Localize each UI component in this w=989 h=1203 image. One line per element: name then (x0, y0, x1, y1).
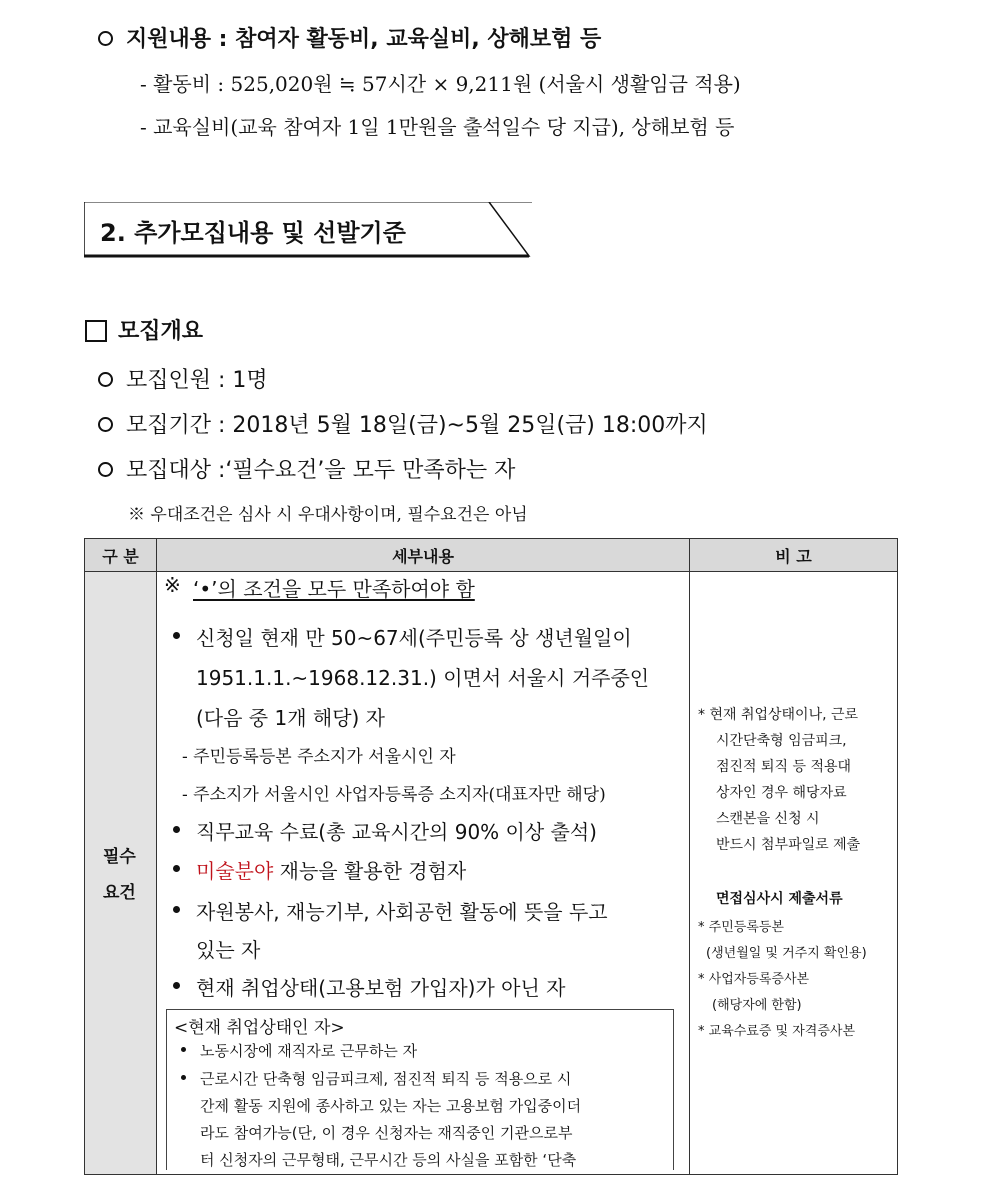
docs-item1: * 주민등록등본 (698, 920, 784, 935)
requirement-sub-business: - 주소지가 서울시인 사업자등록증 소지자(대표자만 해당) (182, 785, 606, 805)
intro-mark: ※ (164, 573, 181, 597)
circle-bullet-icon (98, 31, 113, 46)
employment-note-b2-line2: 간제 활동 지원에 종사하고 있는 자는 고용보험 가입중이더 (200, 1097, 582, 1115)
support-education-cost: - 교육실비(교육 참여자 1일 1만원을 출석일수 당 지급), 상해보험 등 (140, 115, 735, 139)
employment-note-title: <현재 취업상태인 자> (174, 1018, 345, 1038)
circle-bullet-icon (98, 462, 113, 477)
employment-note-b1: 노동시장에 재직자로 근무하는 자 (200, 1042, 418, 1060)
requirement-age-line1: 신청일 현재 만 50~67세(주민등록 상 생년월일이 (196, 626, 632, 650)
docs-item3: * 교육수료증 및 자격증사본 (698, 1024, 856, 1039)
overview-headcount: 모집인원 : 1명 (126, 368, 268, 393)
requirement-art-field: 미술분야 (196, 859, 274, 883)
remarks-cell (690, 572, 898, 1175)
bullet-dot-icon (173, 865, 180, 872)
category-cell (85, 572, 157, 1175)
remark-line3: 점진적 퇴직 등 적용대 (716, 759, 852, 775)
requirement-training: 직무교육 수료(총 교육시간의 90% 이상 출석) (196, 820, 597, 844)
remark-line2: 시간단축형 임금피크, (716, 733, 847, 749)
docs-item1-note: (생년월일 및 거주지 확인용) (706, 946, 867, 961)
intro-condition: ‘•’의 조건을 모두 만족하여야 함 (193, 577, 475, 601)
bullet-dot-icon (173, 632, 180, 639)
requirement-art (196, 855, 466, 884)
docs-item2-note: (해당자에 한함) (712, 998, 802, 1013)
requirement-volunteer-line1: 자원봉사, 재능기부, 사회공헌 활동에 뜻을 두고 (196, 900, 608, 924)
header-category: 구 분 (85, 539, 157, 572)
category-label-line2: 요건 (103, 883, 136, 903)
bullet-dot-icon (173, 826, 180, 833)
remark-line6: 반드시 첨부파일로 제출 (716, 837, 861, 853)
employment-note-b2-line4: 터 신청자의 근무형태, 근무시간 등의 사실을 포함한 ‘단축 (200, 1151, 577, 1169)
requirement-art-rest: 재능을 활용한 경험자 (273, 859, 467, 883)
requirement-volunteer-line2: 있는 자 (196, 938, 261, 962)
bullet-dot-icon (173, 982, 180, 989)
docs-item2: * 사업자등록증사본 (698, 972, 810, 987)
employment-note-b2-line1: 근로시간 단축형 임금피크제, 점진적 퇴직 등 적용으로 시 (200, 1070, 572, 1088)
small-bullet-icon (181, 1075, 186, 1080)
section-title: 2. 추가모집내용 및 선발기준 (100, 219, 406, 247)
requirement-age-line2: 1951.1.1.~1968.12.31.) 이면서 서울시 거주중인 (196, 666, 650, 690)
remark-line1: * 현재 취업상태이나, 근로 (698, 707, 859, 723)
category-label-line1: 필수 (103, 847, 136, 867)
overview-heading: 모집개요 (118, 319, 204, 344)
requirement-unemployed: 현재 취업상태(고용보험 가입자)가 아닌 자 (196, 976, 566, 1000)
support-activity-fee: - 활동비 : 525,020원 ≒ 57시간 × 9,211원 (서울시 생활임금 적용) (140, 72, 741, 96)
overview-note: ※ 우대조건은 심사 시 우대사항이며, 필수요건은 아님 (128, 505, 528, 525)
header-details: 세부내용 (157, 539, 690, 572)
requirement-age-line3: (다음 중 1개 해당) 자 (196, 706, 385, 730)
docs-title: 면접심사시 제출서류 (716, 891, 843, 907)
circle-bullet-icon (98, 417, 113, 432)
employment-note-b2-line3: 라도 참여가능(단, 이 경우 신청자는 재직중인 기관으로부 (200, 1124, 573, 1142)
support-title: 지원내용 : 참여자 활동비, 교육실비, 상해보험 등 (126, 27, 602, 52)
circle-bullet-icon (98, 372, 113, 387)
requirement-sub-resident: - 주민등록등본 주소지가 서울시인 자 (182, 747, 456, 767)
bullet-dot-icon (173, 906, 180, 913)
remark-line4: 상자인 경우 해당자료 (716, 785, 847, 801)
overview-target: 모집대상 :‘필수요건’을 모두 만족하는 자 (126, 458, 516, 483)
square-bullet-icon (85, 320, 107, 342)
overview-period: 모집기간 : 2018년 5월 18일(금)~5월 25일(금) 18:00까지 (126, 413, 708, 438)
header-remarks: 비 고 (690, 539, 898, 572)
small-bullet-icon (181, 1047, 186, 1052)
remark-line5: 스캔본을 신청 시 (716, 811, 820, 827)
